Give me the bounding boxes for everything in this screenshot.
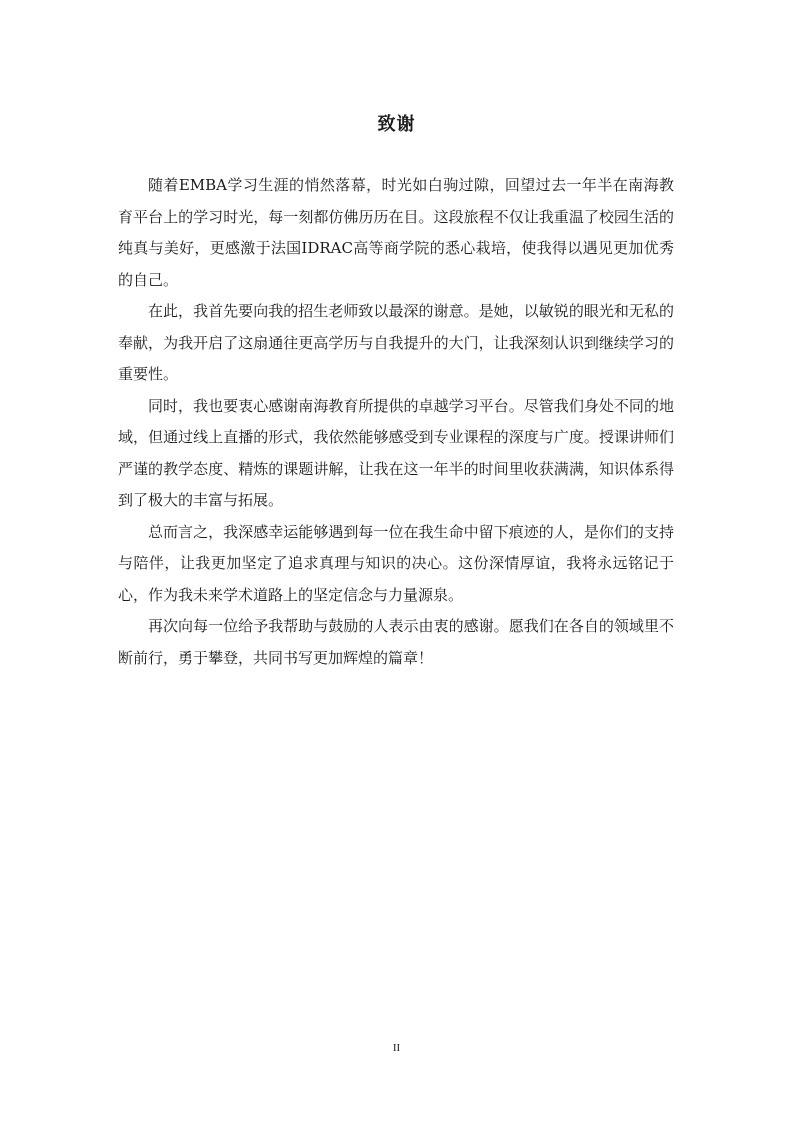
acknowledgement-body bbox=[118, 170, 674, 674]
paragraph-3: 同时，我也要衷心感谢南海教育所提供的卓越学习平台。尽管我们身处不同的地域，但通过线上直播的形式，我依然能够感受到专业课程的深度与广度。授课讲师们严谨的教学态度、精炼的课题讲解，让我在这一年半的时间里收获满满，知识体系得到了极大的丰富与拓展。 bbox=[118, 396, 674, 509]
page-title: 致谢 bbox=[377, 114, 416, 135]
page-number: II bbox=[392, 1042, 401, 1054]
paragraph-2: 在此，我首先要向我的招生老师致以最深的谢意。是她，以敏锐的眼光和无私的奉献，为我开启了这扇通往更高学历与自我提升的大门，让我深刻认识到继续学习的重要性。 bbox=[118, 302, 674, 383]
paragraph-4: 总而言之，我深感幸运能够遇到每一位在我生命中留下痕迹的人，是你们的支持与陪伴，让我更加坚定了追求真理与知识的决心。这份深情厚谊，我将永远铭记于心，作为我未来学术道路上的坚定信念与力量源泉。 bbox=[118, 522, 674, 604]
paragraph-5: 再次向每一位给予我帮助与鼓励的人表示由衷的感谢。愿我们在各自的领域里不断前行，勇于攀登，共同书写更加辉煌的篇章！ bbox=[118, 617, 674, 667]
paragraph-1: 随着EMBA学习生涯的悄然落幕，时光如白驹过隙，回望过去一年半在南海教育平台上的学习时光，每一刻都仿佛历历在目。这段旅程不仅让我重温了校园生活的纯真与美好，更感激于法国IDRAC高等商学院的悉心栽培，使我得以遇见更加优秀的自己。 bbox=[118, 176, 674, 289]
